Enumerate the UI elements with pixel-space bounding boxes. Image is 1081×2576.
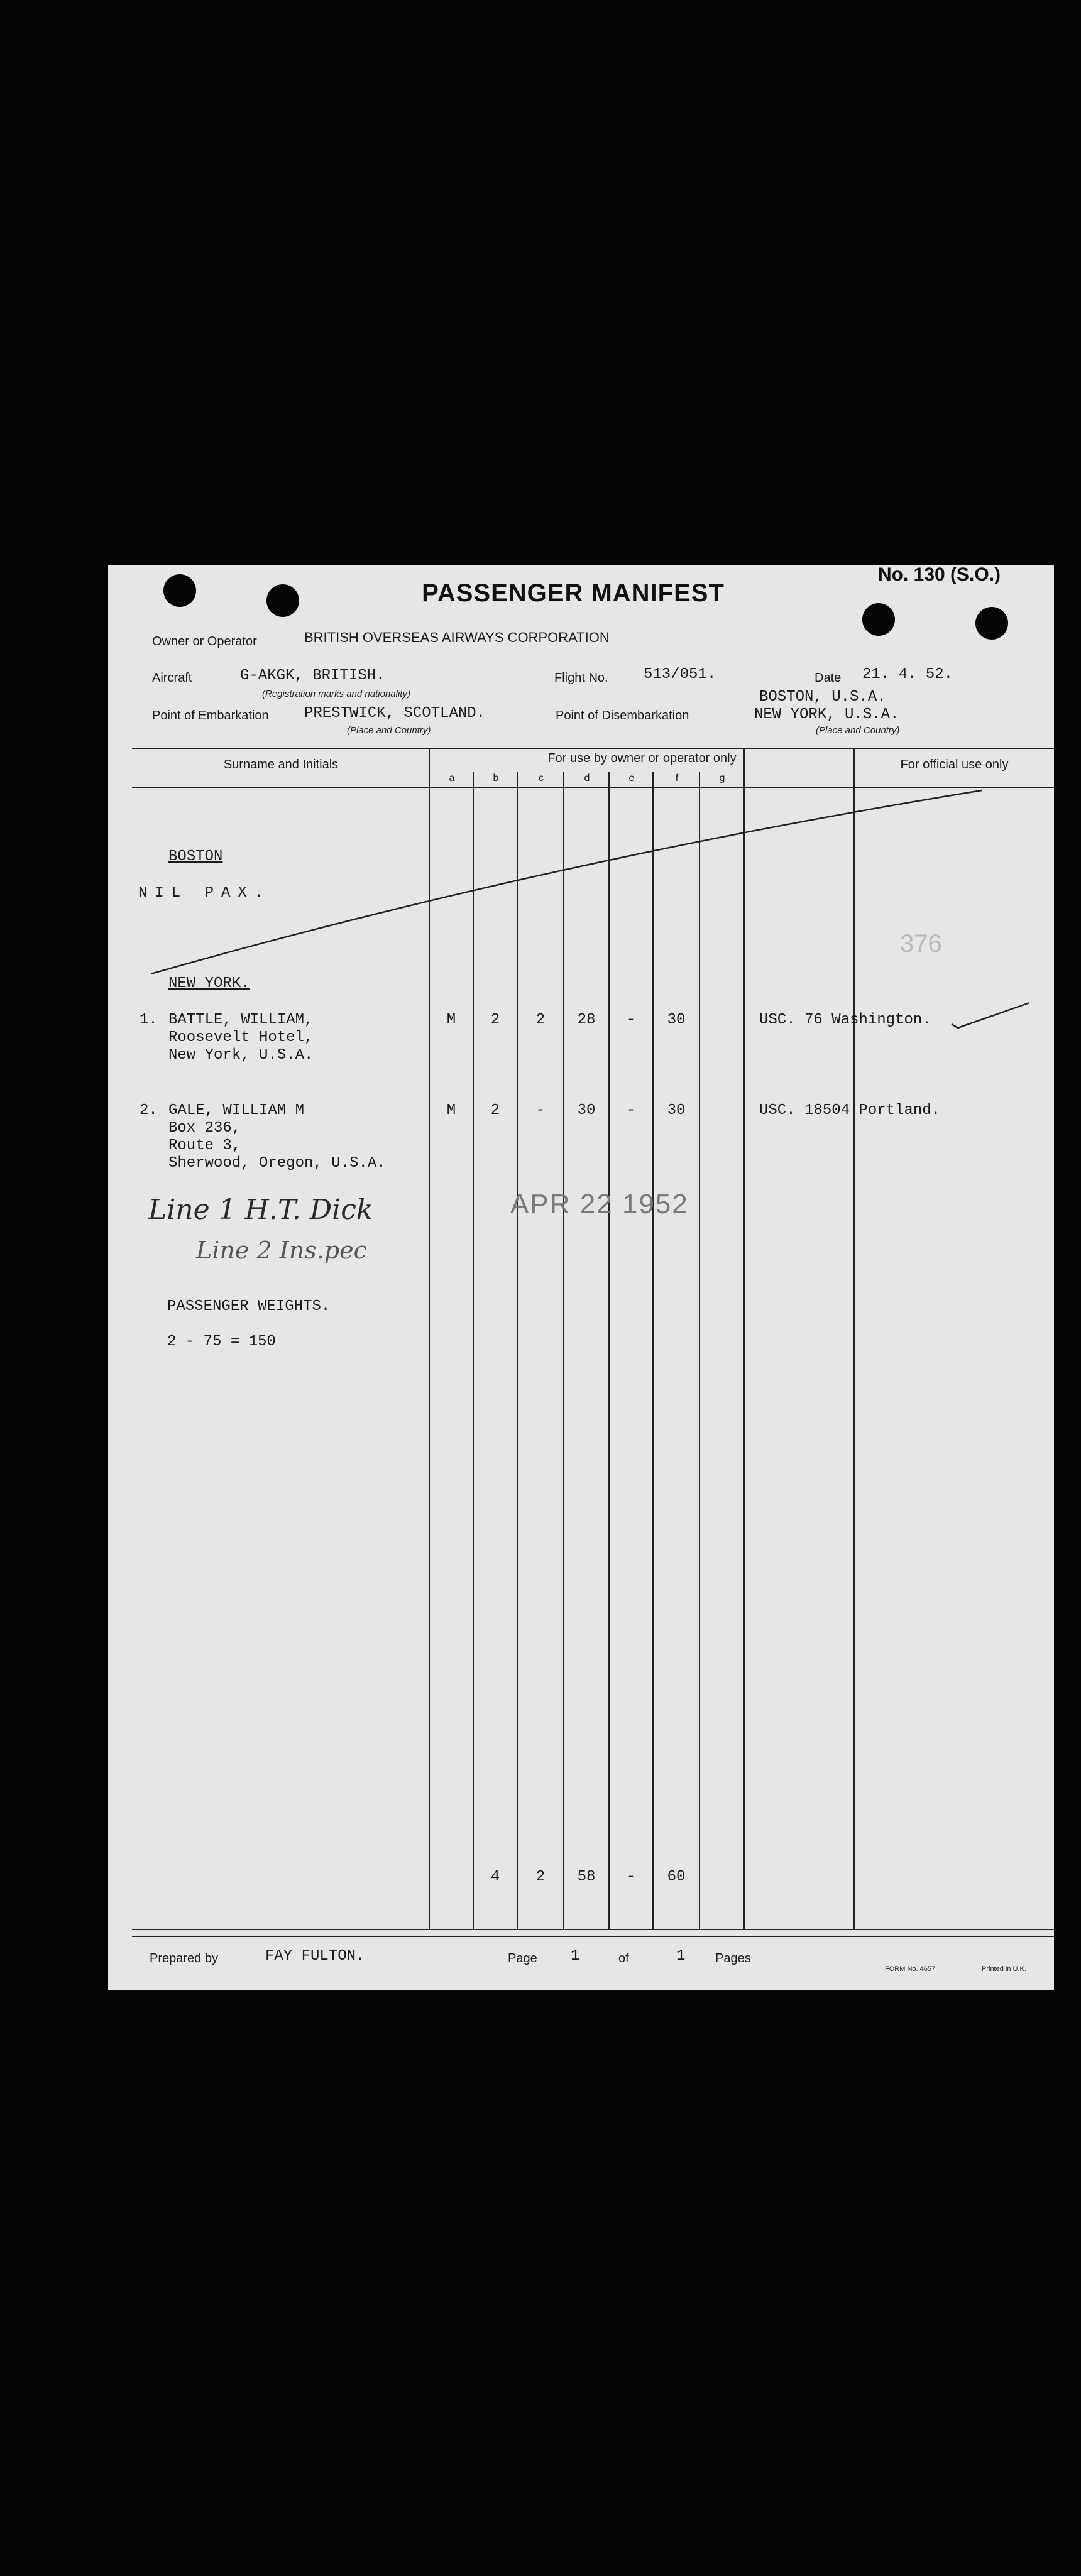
total-c: 2 <box>535 1869 546 1886</box>
passenger-address: Route 3, <box>168 1137 241 1154</box>
cell-b: 2 <box>490 1012 500 1029</box>
passenger-address: Roosevelt Hotel, <box>168 1029 314 1046</box>
date-value: 21. 4. 52. <box>862 666 953 683</box>
passenger-address: Box 236, <box>168 1120 241 1137</box>
aircraft-note: (Registration marks and nationality) <box>262 689 410 699</box>
aircraft-label: Aircraft <box>152 671 192 685</box>
flight-value: 513/051. <box>644 666 716 683</box>
cell-f: 30 <box>667 1012 686 1029</box>
official-note: USC. 18504 Portland. <box>759 1102 941 1119</box>
passenger-address: New York, U.S.A. <box>168 1047 314 1064</box>
owner-label: Owner or Operator <box>152 635 257 648</box>
total-d: 58 <box>577 1869 596 1886</box>
subcol-b: b <box>493 773 499 783</box>
col-surname-header: Surname and Initials <box>223 758 339 772</box>
passenger-address: Sherwood, Oregon, U.S.A. <box>168 1155 386 1172</box>
corner-note: No. 130 (S.O.) <box>878 565 1001 585</box>
section-boston: BOSTON <box>168 848 223 865</box>
cell-a: M <box>446 1102 456 1119</box>
handwritten-line-1: Line 1 H.T. Dick <box>148 1194 373 1226</box>
manifest-sheet <box>108 565 1054 1990</box>
page-label: Page <box>508 1951 537 1965</box>
total-f: 60 <box>667 1869 686 1886</box>
prepared-label: Prepared by <box>150 1951 218 1965</box>
of-value: 1 <box>676 1948 686 1965</box>
cell-e: - <box>626 1012 636 1029</box>
weights-calc: 2 - 75 = 150 <box>167 1333 276 1350</box>
subcol-g: g <box>719 773 725 783</box>
total-e: - <box>626 1869 636 1886</box>
page-number-mark: 376 <box>900 930 942 958</box>
page-title: PASSENGER MANIFEST <box>422 579 725 607</box>
disembark-label: Point of Disembarkation <box>556 709 689 723</box>
weights-heading: PASSENGER WEIGHTS. <box>167 1298 331 1315</box>
flight-label: Flight No. <box>554 671 608 685</box>
col-owner-header: For use by owner or operator only <box>547 751 737 765</box>
of-label: of <box>618 1951 629 1965</box>
section-new-york: NEW YORK. <box>168 975 250 992</box>
printed-in: Printed in U.K. <box>982 1965 1026 1973</box>
disembark-value-1: BOSTON, U.S.A. <box>759 689 886 706</box>
cell-f: 30 <box>667 1102 686 1119</box>
cell-d: 30 <box>577 1102 596 1119</box>
passenger-number: 1. <box>140 1012 158 1029</box>
subcol-a: a <box>449 773 455 783</box>
nil-pax: NIL PAX. <box>138 885 272 902</box>
tick-mark-icon <box>950 999 1032 1030</box>
passenger-number: 2. <box>140 1102 158 1119</box>
disembark-note: (Place and Country) <box>816 725 900 736</box>
embark-value: PRESTWICK, SCOTLAND. <box>304 705 486 722</box>
subcol-f: f <box>675 773 679 783</box>
cell-d: 28 <box>577 1012 596 1029</box>
embark-note: (Place and Country) <box>347 725 431 736</box>
passenger-name: GALE, WILLIAM M <box>168 1102 305 1119</box>
page-value: 1 <box>571 1948 580 1965</box>
pages-label: Pages <box>715 1951 751 1965</box>
cell-c: 2 <box>535 1012 546 1029</box>
handwritten-line-2: Line 2 Ins.pec <box>196 1236 367 1264</box>
official-note: USC. 76 Washington. <box>759 1012 931 1029</box>
form-number: FORM No. 4657 <box>885 1965 936 1973</box>
col-official-header: For official use only <box>900 758 1009 772</box>
subcol-d: d <box>584 773 590 783</box>
subcol-c: c <box>539 773 544 783</box>
subcol-e: e <box>628 773 635 783</box>
total-b: 4 <box>490 1869 500 1886</box>
passenger-name: BATTLE, WILLIAM, <box>168 1012 314 1029</box>
aircraft-value: G-AKGK, BRITISH. <box>240 667 385 684</box>
date-label: Date <box>815 671 842 685</box>
disembark-value-2: NEW YORK, U.S.A. <box>754 706 899 723</box>
embark-label: Point of Embarkation <box>152 709 269 723</box>
cell-e: - <box>626 1102 636 1119</box>
cell-a: M <box>446 1012 456 1029</box>
cell-b: 2 <box>490 1102 500 1119</box>
cell-c: - <box>535 1102 546 1119</box>
owner-value: BRITISH OVERSEAS AIRWAYS CORPORATION <box>304 630 610 645</box>
date-stamp: APR 22 1952 <box>510 1189 689 1220</box>
prepared-value: FAY FULTON. <box>265 1948 365 1965</box>
